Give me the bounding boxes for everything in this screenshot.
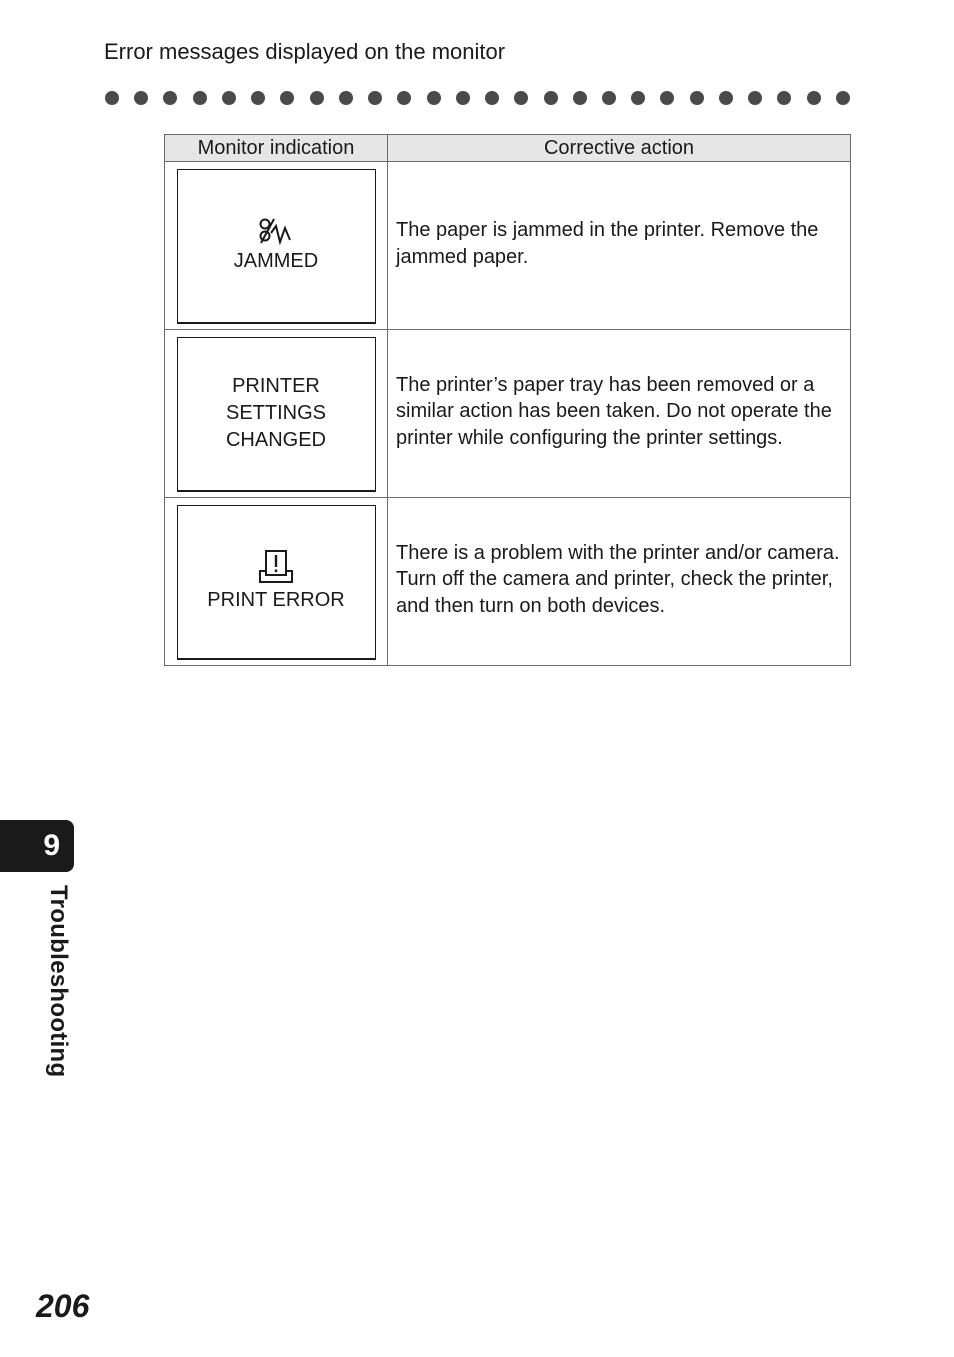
table-row xyxy=(165,330,851,498)
printer-error-icon xyxy=(258,549,294,585)
monitor-message-line: SETTINGS xyxy=(225,402,326,424)
error-messages-table xyxy=(164,134,851,666)
table-row xyxy=(165,498,851,666)
corrective-action-text: The printer’s paper tray has been removed or a similar action has been taken. Do not operate the printer while configuring the printer settings. xyxy=(396,373,832,449)
page-number: 206 xyxy=(36,1288,90,1324)
table-row xyxy=(165,162,851,330)
monitor-indication-cell xyxy=(165,498,388,666)
monitor-message-line: CHANGED xyxy=(225,429,326,451)
monitor-screen xyxy=(177,505,376,659)
monitor-indication-cell xyxy=(165,330,388,498)
section-heading: Error messages displayed on the monitor xyxy=(104,39,506,64)
monitor-message-line: JAMMED xyxy=(233,250,319,272)
dotted-divider xyxy=(105,91,850,105)
corrective-action-cell xyxy=(388,162,851,330)
monitor-screen xyxy=(177,337,376,491)
column-header-corrective-action: Corrective action xyxy=(388,135,851,162)
monitor-screen xyxy=(177,169,376,323)
chapter-title: Troubleshooting xyxy=(45,885,72,1078)
paper-jam-icon xyxy=(257,216,295,246)
monitor-message-line: PRINT ERROR xyxy=(207,589,345,611)
table-header-row xyxy=(165,135,851,162)
corrective-action-cell xyxy=(388,330,851,498)
monitor-indication-cell xyxy=(165,162,388,330)
column-header-monitor-indication: Monitor indication xyxy=(165,135,388,162)
monitor-message-line: PRINTER xyxy=(232,375,320,397)
corrective-action-text: The paper is jammed in the printer. Remove the jammed paper. xyxy=(396,219,819,268)
corrective-action-text: There is a problem with the printer and/or camera. Turn off the camera and printer, check the printer, and then turn on both devices. xyxy=(396,541,840,617)
corrective-action-cell xyxy=(388,498,851,666)
chapter-number-tab: 9 xyxy=(0,820,74,872)
